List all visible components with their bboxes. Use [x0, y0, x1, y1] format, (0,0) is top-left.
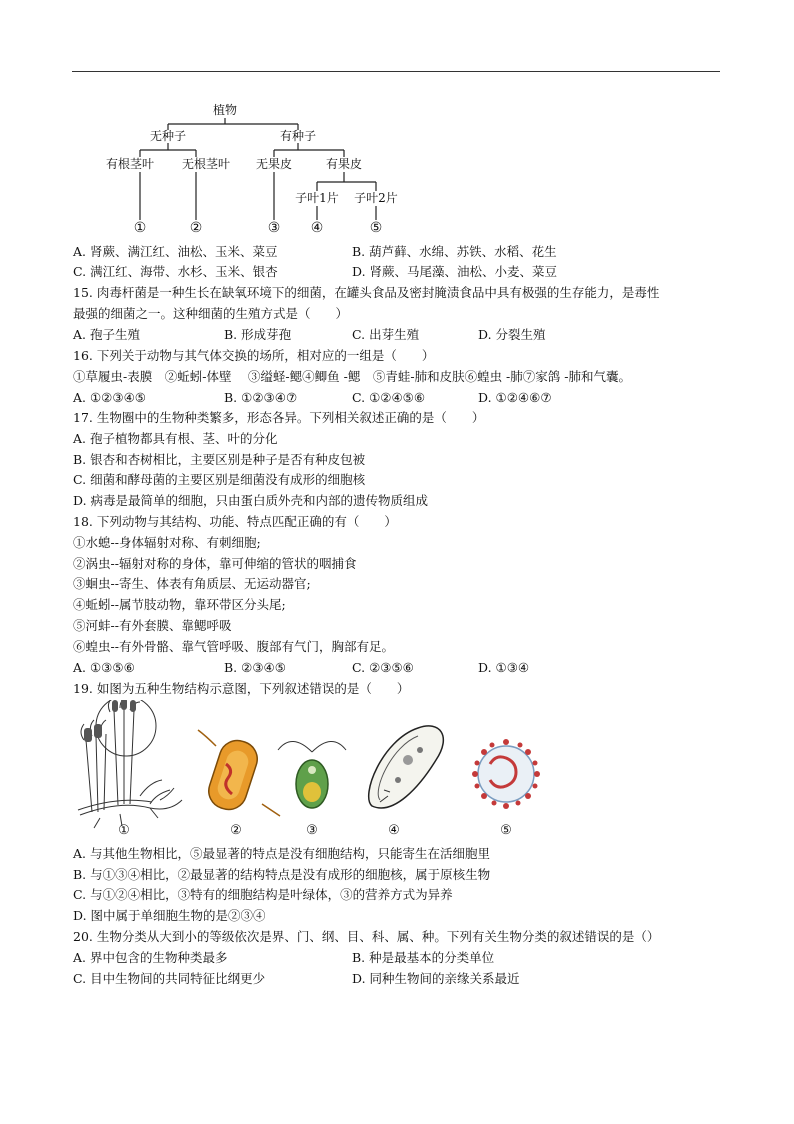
q17-option-d: D. 病毒是最简单的细胞，只由蛋白质外壳和内部的遗传物质组成	[73, 493, 429, 508]
organism-figure	[0, 700, 794, 845]
q18-item: ⑤河蚌--有外套膜、靠鳃呼吸	[73, 618, 232, 633]
q18-option-b: B. ②③④⑤	[224, 660, 286, 675]
q20-option-b: B. 种是最基本的分类单位	[352, 950, 495, 965]
tree-cotyledon1-label: 子叶1片	[295, 191, 339, 205]
q14-option-d: D. 肾蕨、马尾藻、油松、小麦、菜豆	[352, 264, 558, 279]
q18-option-a: A. ①③⑤⑥	[73, 660, 135, 675]
figure-label-2: ②	[230, 823, 242, 838]
q18-item: ①水螅--身体辐射对称、有刺细胞;	[73, 535, 261, 550]
q17-option-b: B. 银杏和杏树相比，主要区别是种子是否有种皮包被	[73, 452, 366, 467]
tree-leaf-4: ④	[310, 220, 324, 236]
tree-no-pericarp-label: 无果皮	[255, 157, 293, 171]
figure-label-5: ⑤	[500, 823, 512, 838]
q14-option-c: C. 满江红、海带、水杉、玉米、银杏	[73, 264, 278, 279]
paramecium-illustration	[369, 726, 444, 808]
q19-option-a: A. 与其他生物相比，⑤最显著的特点是没有细胞结构，只能寄生在活细胞里	[73, 846, 490, 861]
q20-option-d: D. 同种生物间的亲缘关系最近	[352, 971, 520, 986]
figure-label-4: ④	[388, 823, 400, 838]
tree-no-seed-label: 无种子	[149, 129, 187, 143]
q19-option-c: C. 与①②④相比，③特有的细胞结构是叶绿体，③的营养方式为异养	[73, 887, 453, 902]
q16-items: ①草履虫-表膜 ②蚯蚓-体壁 ③缢蛏-鳃④鲫鱼 -鳃 ⑤青蛙-肺和皮肤⑥蝗虫 -肺⑦家鸽 -肺和气囊。	[73, 369, 631, 384]
q15-option-a: A. 孢子生殖	[73, 327, 140, 342]
chlamydomonas-illustration	[278, 741, 346, 808]
q15-option-d: D. 分裂生殖	[478, 327, 546, 342]
tree-leaf-5: ⑤	[369, 220, 383, 236]
q18-item: ⑥蝗虫--有外骨骼、靠气管呼吸、腹部有气门，胸部有足。	[73, 639, 394, 654]
q19-option-b: B. 与①③④相比，②最显著的结构特点是没有成形的细胞核，属于原核生物	[73, 867, 491, 882]
q16-option-c: C. ①②④⑤⑥	[352, 390, 426, 405]
q17-stem: 17. 生物圈中的生物种类繁多，形态各异。下列相关叙述正确的是（ ）	[73, 410, 485, 425]
tree-root-label: 植物	[212, 103, 238, 117]
mold-illustration	[78, 700, 182, 828]
q20-option-a: A. 界中包含的生物种类最多	[73, 950, 228, 965]
q15-option-b: B. 形成芽孢	[224, 327, 292, 342]
tree-has-seed-label: 有种子	[279, 129, 317, 143]
q17-option-c: C. 细菌和酵母菌的主要区别是细菌没有成形的细胞核	[73, 472, 366, 487]
q16-option-d: D. ①②④⑥⑦	[478, 390, 552, 405]
q16-option-a: A. ①②③④⑤	[73, 390, 147, 405]
q17-option-a: A. 孢子植物都具有根、茎、叶的分化	[73, 431, 278, 446]
q18-item: ④蚯蚓--属节肢动物，靠环带区分头尾;	[73, 597, 286, 612]
q20-option-c: C. 目中生物间的共同特征比纲更少	[73, 971, 266, 986]
q19-option-d: D. 图中属于单细胞生物的是②③④	[73, 908, 266, 923]
q18-item: ②涡虫--辐射对称的身体，靠可伸缩的管状的咽捕食	[73, 556, 357, 571]
bacterium-illustration	[198, 730, 280, 816]
q15-stem-line2: 最强的细菌之一。这种细菌的生殖方式是（ ）	[73, 306, 349, 321]
virus-illustration	[472, 739, 540, 809]
tree-cotyledon2-label: 子叶2片	[354, 191, 398, 205]
tree-leaf-2: ②	[189, 220, 203, 236]
q15-stem-line1: 15. 肉毒杆菌是一种生长在缺氧环境下的细菌，在罐头食品及密封腌渍食品中具有极强的生存能力，是毒性	[73, 285, 660, 300]
plant-classification-tree	[0, 0, 794, 240]
q18-item: ③蛔虫--寄生、体表有角质层、无运动器官;	[73, 576, 311, 591]
q19-stem: 19. 如图为五种生物结构示意图，下列叙述错误的是（ ）	[73, 681, 410, 696]
tree-has-pericarp-label: 有果皮	[325, 157, 363, 171]
q18-option-d: D. ①③④	[478, 660, 530, 675]
q18-option-c: C. ②③⑤⑥	[352, 660, 414, 675]
q20-stem: 20. 生物分类从大到小的等级依次是界、门、纲、目、科、属、种。下列有关生物分类的叙述错误的是（）	[73, 929, 660, 944]
q14-option-b: B. 葫芦藓、水绵、苏铁、水稻、花生	[352, 244, 557, 259]
q14-option-a: A. 肾蕨、满江红、油松、玉米、菜豆	[73, 244, 278, 259]
tree-leaf-1: ①	[133, 220, 147, 236]
q16-stem: 16. 下列关于动物与其气体交换的场所，相对应的一组是（ ）	[73, 348, 435, 363]
q16-option-b: B. ①②③④⑦	[224, 390, 298, 405]
figure-label-3: ③	[306, 823, 318, 838]
figure-label-1: ①	[118, 823, 130, 838]
tree-no-root-stem-leaf-label: 无根茎叶	[181, 157, 231, 171]
q18-stem: 18. 下列动物与其结构、功能、特点匹配正确的有（ ）	[73, 514, 397, 529]
tree-leaf-3: ③	[267, 220, 281, 236]
tree-root-stem-leaf-label: 有根茎叶	[105, 157, 155, 171]
q15-option-c: C. 出芽生殖	[352, 327, 420, 342]
